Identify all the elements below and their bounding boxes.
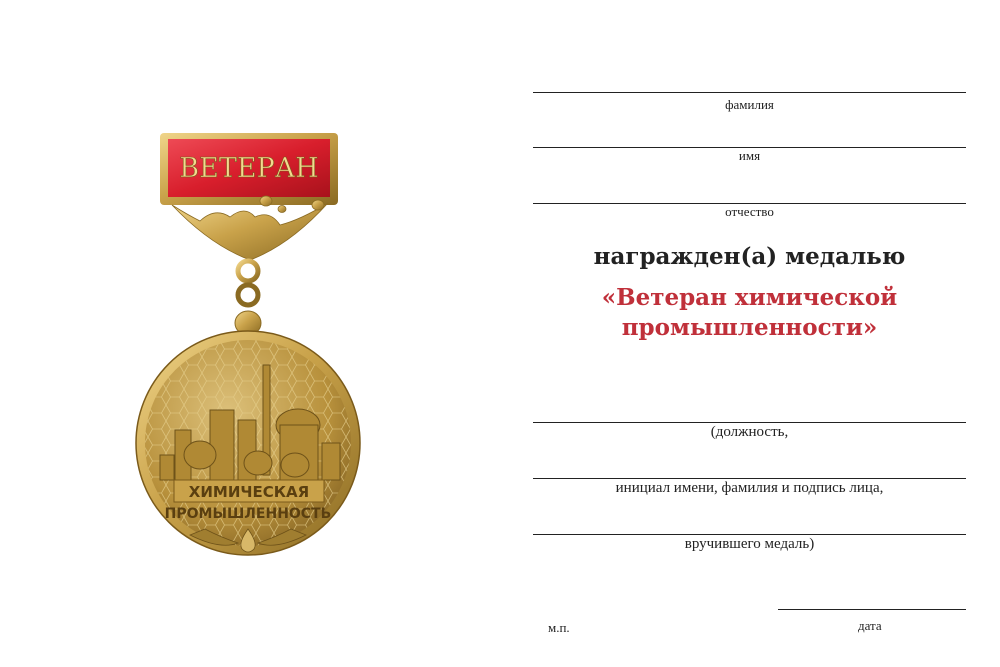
surname-line[interactable]	[533, 92, 966, 93]
ribbon-line1: ХИМИЧЕСКАЯ	[188, 483, 310, 501]
laurel-branch	[172, 196, 328, 260]
ring-top	[238, 261, 258, 281]
medal-svg	[130, 125, 390, 575]
medal-image	[130, 125, 390, 575]
bar-text: ВЕТЕРАН	[179, 153, 319, 184]
bottom-laurel	[190, 529, 306, 552]
date-label: дата	[858, 618, 882, 633]
patronymic-label: отчество	[725, 204, 774, 219]
presented-line[interactable]	[533, 534, 966, 535]
position-label: (должность,	[710, 424, 789, 440]
position-line[interactable]	[533, 422, 966, 423]
stamp-label: м.п.	[548, 620, 570, 635]
name-label: имя	[738, 148, 761, 163]
signer-label: инициал имени, фамилия и подпись лица,	[615, 480, 884, 496]
signer-line[interactable]	[533, 478, 966, 479]
presented-label: вручившего медаль)	[684, 536, 815, 552]
date-line[interactable]	[778, 609, 966, 610]
ribbon-line2: ПРОМЫШЛЕННОСТЬ	[164, 506, 332, 522]
ring-middle	[238, 285, 258, 305]
awarded-heading: награжден(а) медалью	[593, 243, 906, 270]
surname-label: фамилия	[725, 97, 774, 112]
medal-title-line2: промышленности»	[621, 314, 878, 341]
medal-title-line1: «Ветеран химической	[601, 284, 898, 311]
